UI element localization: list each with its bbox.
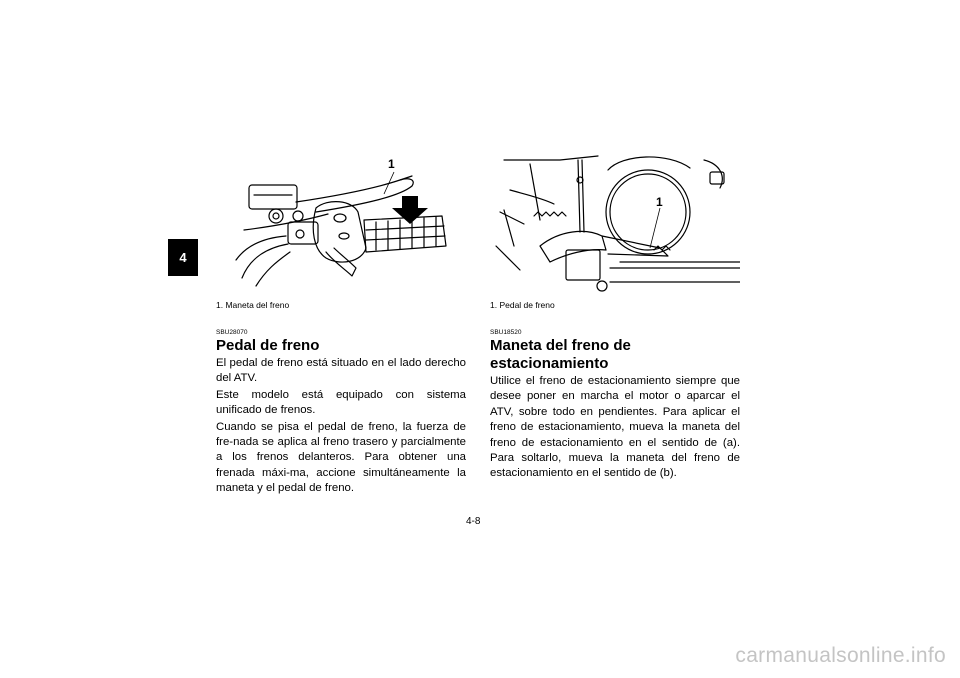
left-column [216,150,466,497]
paragraph: Este modelo está equipado con sistema unificado de frenos. [216,388,466,417]
section-code: SBU18520 [490,329,522,336]
figure-label: 1 [388,157,395,171]
section-code: SBU28070 [216,329,248,336]
chapter-tab: 4 [168,239,198,276]
paragraph: El pedal de freno está situado en el lado derecho del ATV. [216,357,466,385]
paragraph: Utilice el freno de estacionamiento siempre que desee poner en marcha el motor o aparcar el ATV, sobre todo en pendientes. Para aplicar el freno de estacionamiento, mueva la maneta del freno de estacionamiento en el sentido de (a). Para soltarlo, mueva la maneta del freno de estacionamiento en el sentido de (b). [490,375,740,480]
figure-caption: 1. Maneta del freno [216,300,290,310]
brake-lever-illustration [216,150,466,295]
watermark: carmanualsonline.info [735,644,946,667]
figure-caption: 1. Pedal de freno [490,300,555,310]
figure-label: 1 [656,195,663,209]
page-number: 4-8 [466,516,481,527]
section-title: Maneta del freno de estacionamiento [490,337,631,372]
paragraph: Cuando se pisa el pedal de freno, la fuerza de fre-nada se aplica al freno trasero y parcialmente a los frenos delanteros. Para obtener una frenada máxi-ma, accione simultáneamente la maneta y el pedal de freno. [216,420,466,495]
brake-pedal-illustration [490,150,740,295]
section-title: Pedal de freno [216,337,320,354]
right-column [490,150,740,482]
